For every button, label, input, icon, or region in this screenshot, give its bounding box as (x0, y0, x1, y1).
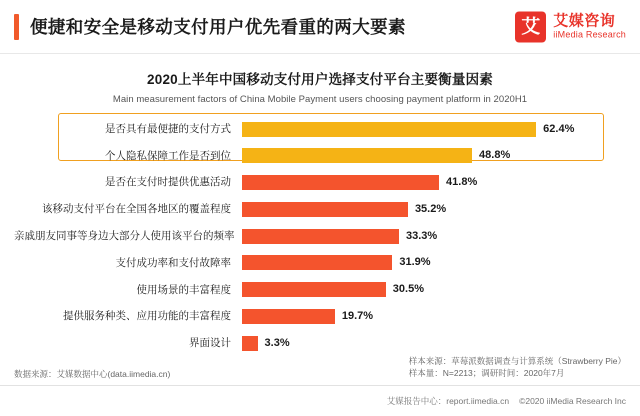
bar-value-label: 19.7% (341, 310, 374, 323)
brand-name-en: iiMedia Research (553, 29, 626, 40)
bar-row (14, 117, 626, 141)
bar-row (14, 331, 626, 355)
bar-rows (14, 117, 626, 355)
brand-logo (515, 11, 626, 42)
chart-title: 2020上半年中国移动支付用户选择支付平台主要衡量因素 (147, 72, 493, 87)
bar-track (242, 278, 626, 302)
bar-row (14, 305, 626, 329)
sample-size-note: 样本量：N=2213；调研时间：2020年7月 (408, 368, 565, 379)
bar-value-label: 35.2% (414, 202, 447, 215)
bar-track (242, 197, 626, 221)
bar-track (242, 251, 626, 275)
bar-value-label: 48.8% (479, 149, 511, 162)
bar-track (242, 224, 626, 248)
bar-category-label: 支付成功率和支付故障率 (115, 256, 231, 269)
bar-row (14, 251, 626, 275)
page-title: 便捷和安全是移动支付用户优先看重的两大要素 (30, 17, 406, 37)
bar-value-label: 3.3% (264, 336, 290, 349)
bar-category-label: 该移动支付平台在全国各地区的覆盖程度 (42, 203, 231, 216)
bar-value-label: 41.8% (446, 176, 478, 189)
bar-category-label: 界面设计 (189, 337, 231, 350)
bar-value-label: 30.5% (392, 283, 424, 296)
bar-category-label: 提供服务种类、应用功能的丰富程度 (63, 310, 231, 323)
bar (242, 309, 335, 324)
chart-titles (0, 54, 640, 105)
chart-plot-area (0, 117, 640, 355)
bar (242, 229, 399, 244)
bar (242, 255, 392, 270)
bar (242, 336, 258, 351)
bar (242, 202, 408, 217)
bar-category-label: 是否具有最便捷的支付方式 (105, 122, 231, 135)
sample-source-note: 样本来源：草莓派数据调查与计算系统（Strawberry Pie） (408, 355, 626, 366)
bar-category-label: 亲戚朋友同事等身边大部分人使用该平台的频率 (14, 229, 235, 242)
bar-value-label: 33.3% (405, 229, 438, 242)
bar-track (242, 144, 626, 168)
bar (242, 122, 536, 137)
bar (242, 148, 472, 163)
bar-value-label: 62.4% (543, 122, 575, 135)
bar (242, 175, 439, 190)
bar-track (242, 305, 626, 329)
bar-row (14, 224, 626, 248)
page-footer (0, 386, 640, 416)
accent-bar-icon (14, 14, 19, 40)
bar-track (242, 171, 626, 195)
bar-category-label: 个人隐私保障工作是否到位 (105, 149, 231, 162)
bar-row (14, 144, 626, 168)
bar-category-label: 是否在支付时提供优惠活动 (105, 176, 231, 189)
footer-report-center: 艾媒报告中心：report.iimedia.cn (386, 396, 510, 406)
bar-value-label: 31.9% (399, 256, 431, 269)
page-header (0, 0, 640, 54)
chart-subtitle: Main measurement factors of China Mobile Payment users choosing payment platform in 2020H1 (112, 94, 528, 105)
bar (242, 282, 386, 297)
brand-mark-icon: 艾 (515, 11, 546, 42)
bar-row (14, 171, 626, 195)
bar-row (14, 278, 626, 302)
bar-track (242, 117, 626, 141)
sample-notes (409, 355, 626, 381)
bar-row (14, 197, 626, 221)
bar-category-label: 使用场景的丰富程度 (136, 283, 231, 296)
data-source-note: 数据来源：艾媒数据中心(data.iimedia.cn) (14, 369, 171, 379)
brand-name-cn: 艾媒咨询 (553, 12, 616, 30)
footer-copyright: ©2020 iiMedia Research Inc (519, 396, 626, 406)
bar-track (242, 331, 626, 355)
brand-text (553, 13, 626, 41)
